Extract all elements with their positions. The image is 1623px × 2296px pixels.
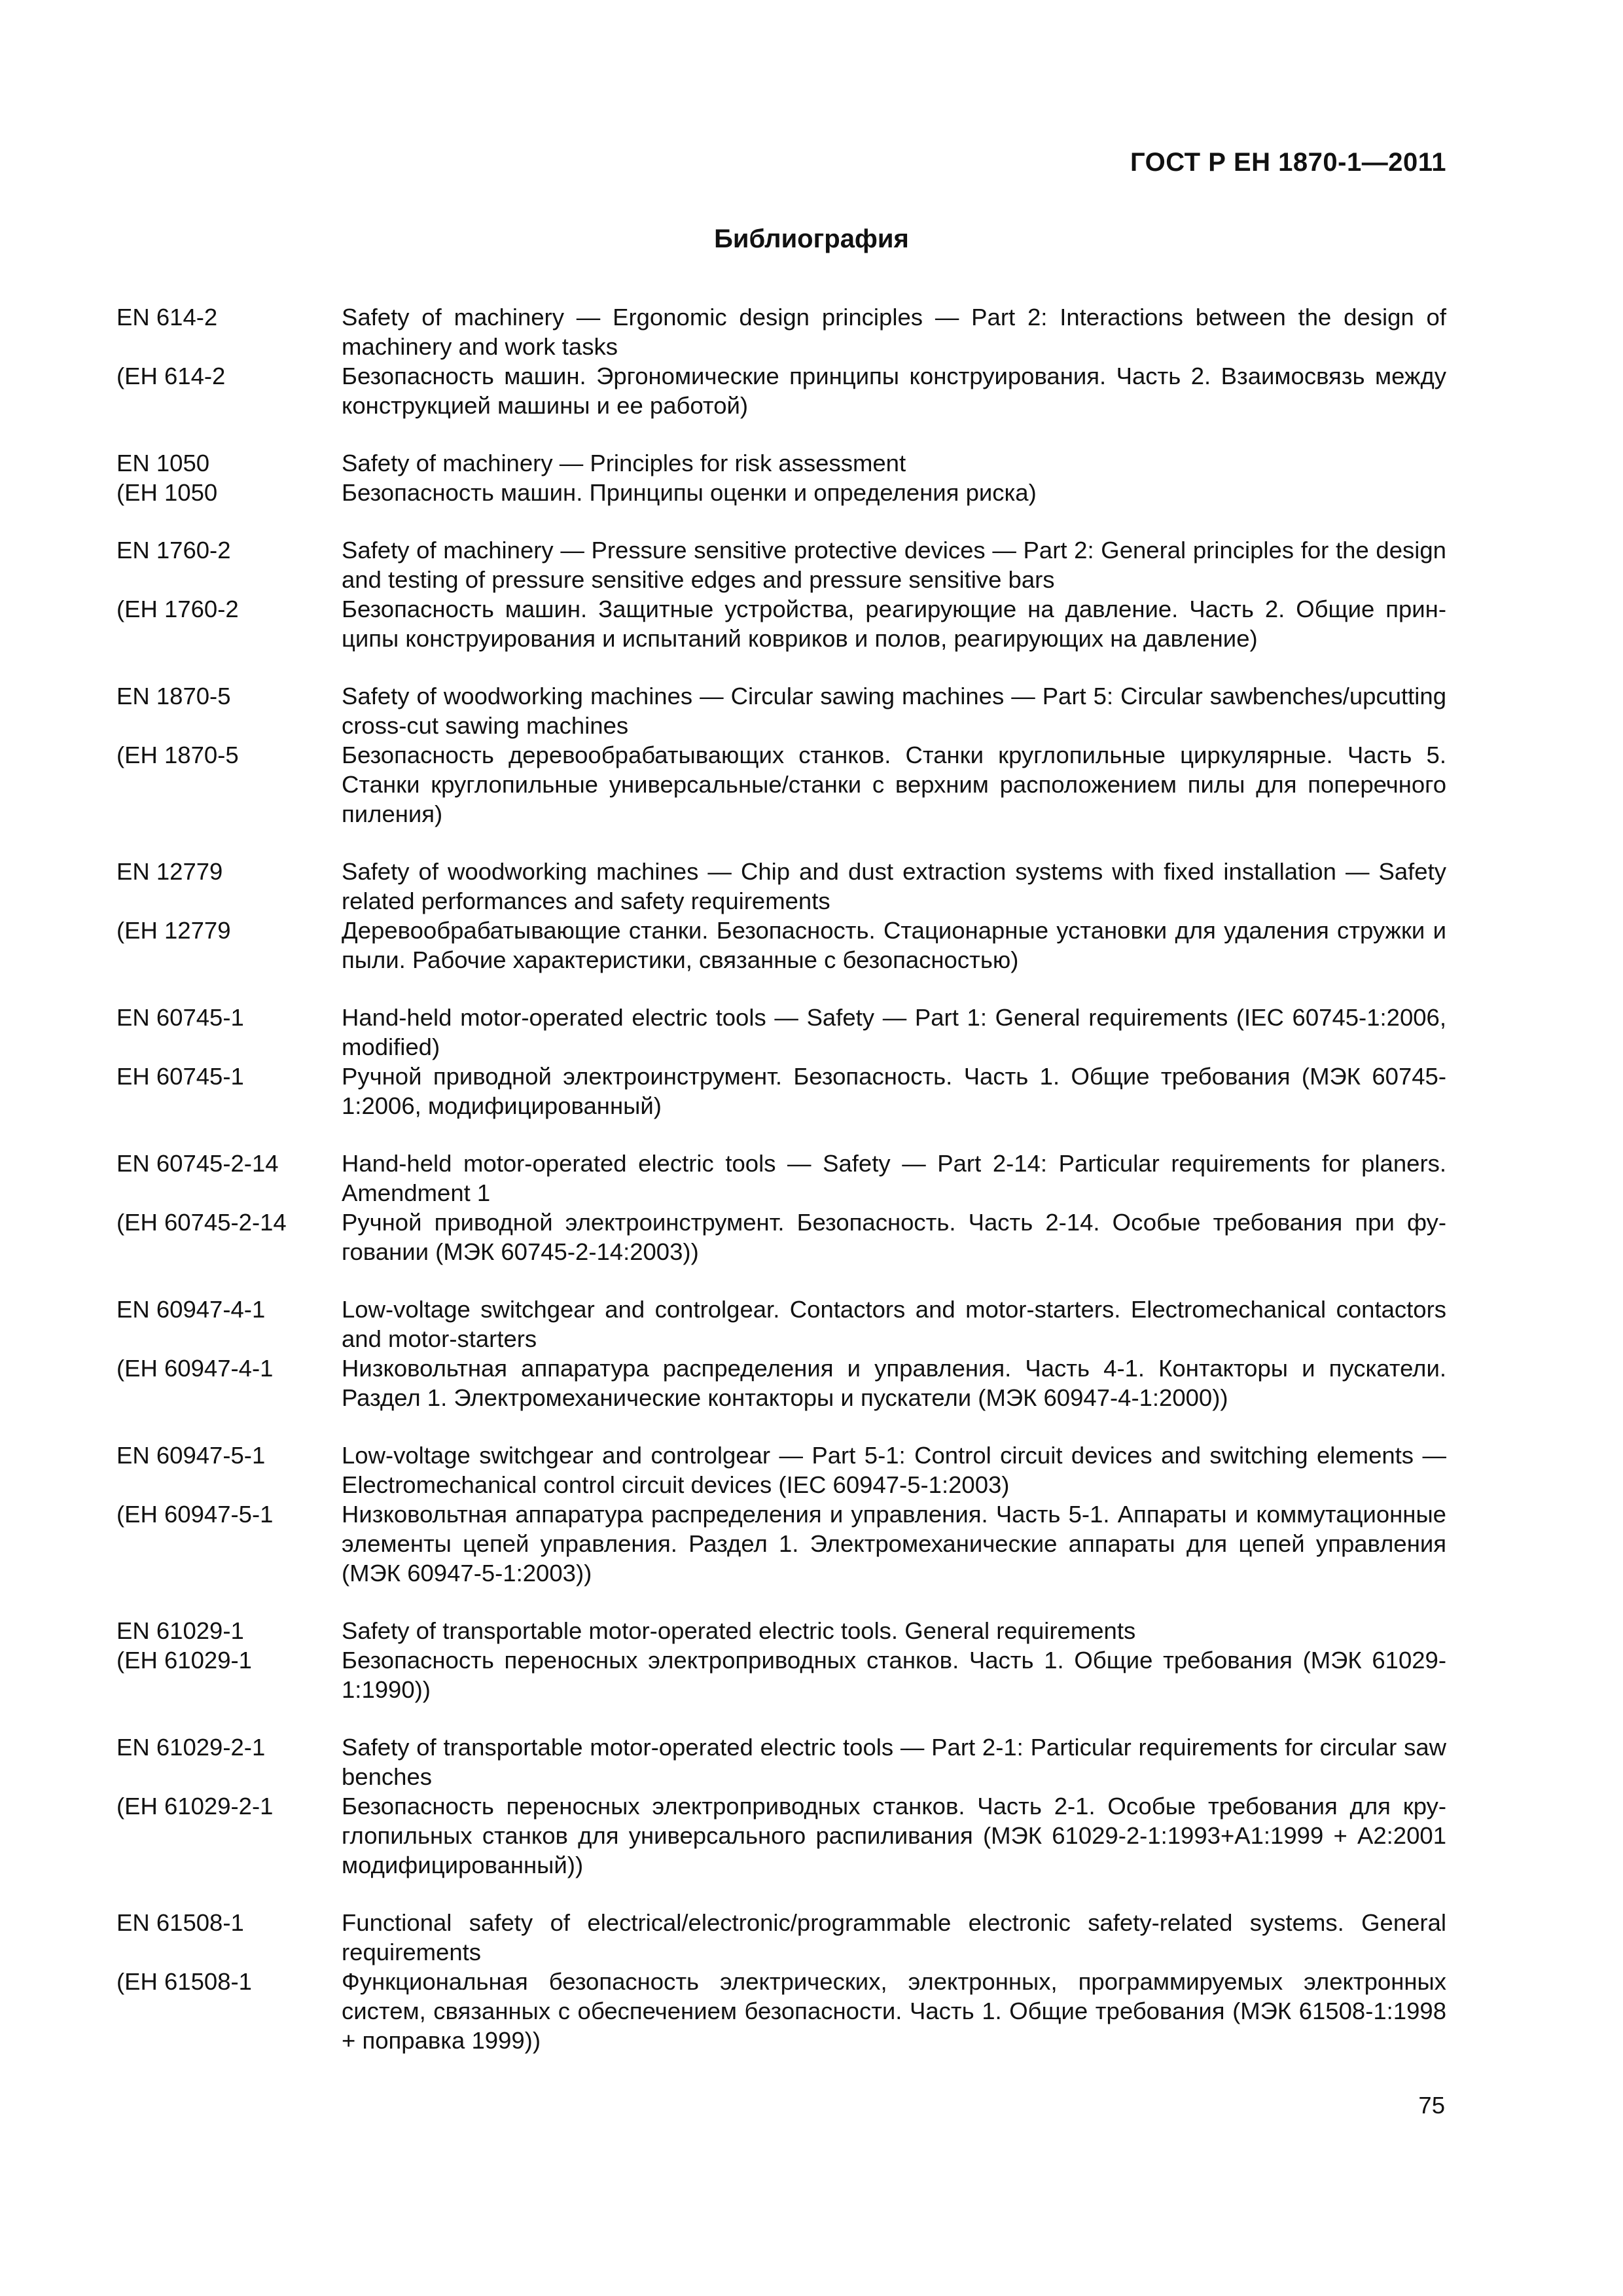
standard-title: Безопасность машин. Принципы оценки и определения риска): [342, 479, 1037, 506]
standard-code: EN 12779: [116, 858, 223, 885]
standard-code: EN 1760-2: [116, 537, 231, 564]
entry-ru-line: [116, 1208, 1446, 1266]
standard-title: Low-voltage switchgear and controlgear. Contactors and motor-starters. Electromechanical contactors and motor-starters: [342, 1296, 1446, 1352]
standard-title: Функциональная безопасность электрических, электронных, программируемых электронных систем, связанных с обеспечением безопасности. Часть 1. Общие требования (МЭК 61508-1:1998 + поправка 1999)): [342, 1968, 1446, 2054]
standard-code: (ЕН 61029-2-1: [116, 1793, 274, 1820]
entry-ru-line: [116, 1062, 1446, 1121]
standard-title: Безопасность деревообрабатывающих станков. Станки круглопильные циркулярные. Часть 5. Станки круглопильные универсальные/станки с верхним расположением пилы для поперечного пиления): [342, 742, 1446, 827]
bibliography-list: [116, 302, 1446, 2083]
entry-en-line: [116, 302, 1446, 361]
bibliography-entry: [116, 681, 1446, 829]
standard-title: Безопасность переносных электроприводных станков. Часть 2-1. Особые требования для круглопильных станков для универсального распиливания (МЭК 61029-2-1:1993+А1:1999 + А2:2001 модифицированный)): [342, 1793, 1446, 1878]
standard-code: EN 60745-1: [116, 1004, 244, 1031]
entry-ru-line: [116, 478, 1446, 507]
standard-code: (ЕН 1050: [116, 479, 218, 506]
standard-code: EN 61029-1: [116, 1617, 244, 1644]
standard-title: Hand-held motor-operated electric tools — Safety — Part 2-14: Particular requirements for planers. Amendment 1: [342, 1150, 1446, 1206]
entry-ru-line: [116, 740, 1446, 829]
entry-ru-line: [116, 1967, 1446, 2055]
entry-en-line: [116, 535, 1446, 594]
bibliography-entry: [116, 1616, 1446, 1704]
standard-title: Functional safety of electrical/electronic/programmable electronic safety-related systems. General requirements: [342, 1909, 1446, 1965]
standard-code: EN 614-2: [116, 304, 218, 331]
bibliography-entry: [116, 1295, 1446, 1412]
standard-code: EN 1870-5: [116, 683, 231, 709]
standard-title: Safety of transportable motor-operated electric tools. General requirements: [342, 1617, 1136, 1644]
entry-ru-line: [116, 594, 1446, 653]
standard-code: (ЕН 61508-1: [116, 1968, 252, 1995]
bibliography-entry: [116, 535, 1446, 653]
standard-code: EN 61508-1: [116, 1909, 244, 1936]
standard-title: Low-voltage switchgear and controlgear — Part 5-1: Control circuit devices and switching elements — Electromechanical control circuit devices (IEC 60947-5-1:2003): [342, 1442, 1446, 1498]
standard-title: Ручной приводной электроинструмент. Безопасность. Часть 2-14. Особые требования при фуговании (МЭК 60745-2-14:2003)): [342, 1209, 1446, 1265]
entry-en-line: [116, 1003, 1446, 1062]
entry-en-line: [116, 681, 1446, 740]
standard-title: Safety of woodworking machines — Chip and dust extraction systems with fixed installation — Safety related performances and safety requirements: [342, 858, 1446, 914]
standard-title: Safety of transportable motor-operated electric tools — Part 2-1: Particular requirements for circular saw benches: [342, 1734, 1446, 1790]
bibliography-entry: [116, 1149, 1446, 1266]
bibliography-entry: [116, 1732, 1446, 1880]
standard-title: Safety of machinery — Principles for risk assessment: [342, 450, 906, 476]
standard-title: Hand-held motor-operated electric tools — Safety — Part 1: General requirements (IEC 60745-1:2006, modified): [342, 1004, 1446, 1060]
entry-en-line: [116, 1441, 1446, 1499]
entry-ru-line: [116, 1791, 1446, 1880]
entry-en-line: [116, 1616, 1446, 1645]
section-title: Библиография: [714, 224, 909, 253]
entry-en-line: [116, 1908, 1446, 1967]
standard-title: Безопасность машин. Защитные устройства, реагирующие на давление. Часть 2. Общие принципы конструирования и испытаний ковриков и полов, реагирующих на давление): [342, 596, 1446, 652]
standard-code: (ЕН 1870-5: [116, 742, 239, 768]
entry-ru-line: [116, 1499, 1446, 1588]
standard-title: Safety of machinery — Pressure sensitive protective devices — Part 2: General principles for the design and testing of pressure sensitive edges and pressure sensitive bars: [342, 537, 1446, 593]
bibliography-entry: [116, 448, 1446, 507]
standard-code: EN 60947-4-1: [116, 1296, 266, 1323]
bibliography-entry: [116, 1003, 1446, 1121]
standard-code: EN 1050: [116, 450, 210, 476]
standard-code: (ЕН 61029-1: [116, 1647, 252, 1674]
page-number: 75: [1418, 2092, 1445, 2119]
standard-code: EN 60745-2-14: [116, 1150, 279, 1177]
standard-code: EN 60947-5-1: [116, 1442, 266, 1469]
standard-number: ГОСТ Р ЕН 1870-1—2011: [1130, 148, 1446, 177]
standard-code: (ЕН 60947-5-1: [116, 1501, 274, 1528]
standard-title: Ручной приводной электроинструмент. Безопасность. Часть 1. Общие требования (МЭК 60745-1:2006, модифицированный): [342, 1063, 1446, 1119]
bibliography-entry: [116, 857, 1446, 975]
bibliography-entry: [116, 1908, 1446, 2055]
standard-title: Безопасность переносных электроприводных станков. Часть 1. Общие требования (МЭК 61029-1:1990)): [342, 1647, 1446, 1703]
entry-ru-line: [116, 1645, 1446, 1704]
standard-code: (ЕН 12779: [116, 917, 231, 944]
entry-ru-line: [116, 1354, 1446, 1412]
entry-en-line: [116, 857, 1446, 916]
bibliography-entry: [116, 302, 1446, 420]
standard-title: Safety of woodworking machines — Circular sawing machines — Part 5: Circular sawbenches/upcutting cross-cut sawing machines: [342, 683, 1446, 739]
standard-title: Низковольтная аппаратура распределения и управления. Часть 4-1. Контакторы и пускатели. Раздел 1. Электромеханические контакторы и пускатели (МЭК 60947-4-1:2000)): [342, 1355, 1446, 1411]
standard-code: EN 61029-2-1: [116, 1734, 266, 1761]
standard-title: Деревообрабатывающие станки. Безопасность. Стационарные установки для удаления стружки и пыли. Рабочие характеристики, связанные с безопасностью): [342, 917, 1446, 973]
standard-title: Безопасность машин. Эргономические принципы конструирования. Часть 2. Взаимосвязь между конструкцией машины и ее работой): [342, 363, 1446, 419]
entry-en-line: [116, 1295, 1446, 1354]
standard-code: (ЕН 614-2: [116, 363, 226, 389]
standard-code: ЕН 60745-1: [116, 1063, 244, 1090]
standard-title: Низковольтная аппаратура распределения и управления. Часть 5-1. Аппараты и коммутационные элементы цепей управления. Раздел 1. Электромеханические аппараты для цепей управления (МЭК 60947-5-1:2003)): [342, 1501, 1446, 1587]
standard-code: (ЕН 60947-4-1: [116, 1355, 274, 1382]
entry-en-line: [116, 1149, 1446, 1208]
standard-code: (ЕН 1760-2: [116, 596, 239, 622]
entry-ru-line: [116, 361, 1446, 420]
standard-title: Safety of machinery — Ergonomic design principles — Part 2: Interactions between the design of machinery and work tasks: [342, 304, 1446, 360]
bibliography-entry: [116, 1441, 1446, 1588]
entry-en-line: [116, 448, 1446, 478]
entry-ru-line: [116, 916, 1446, 975]
entry-en-line: [116, 1732, 1446, 1791]
standard-code: (ЕН 60745-2-14: [116, 1209, 287, 1236]
